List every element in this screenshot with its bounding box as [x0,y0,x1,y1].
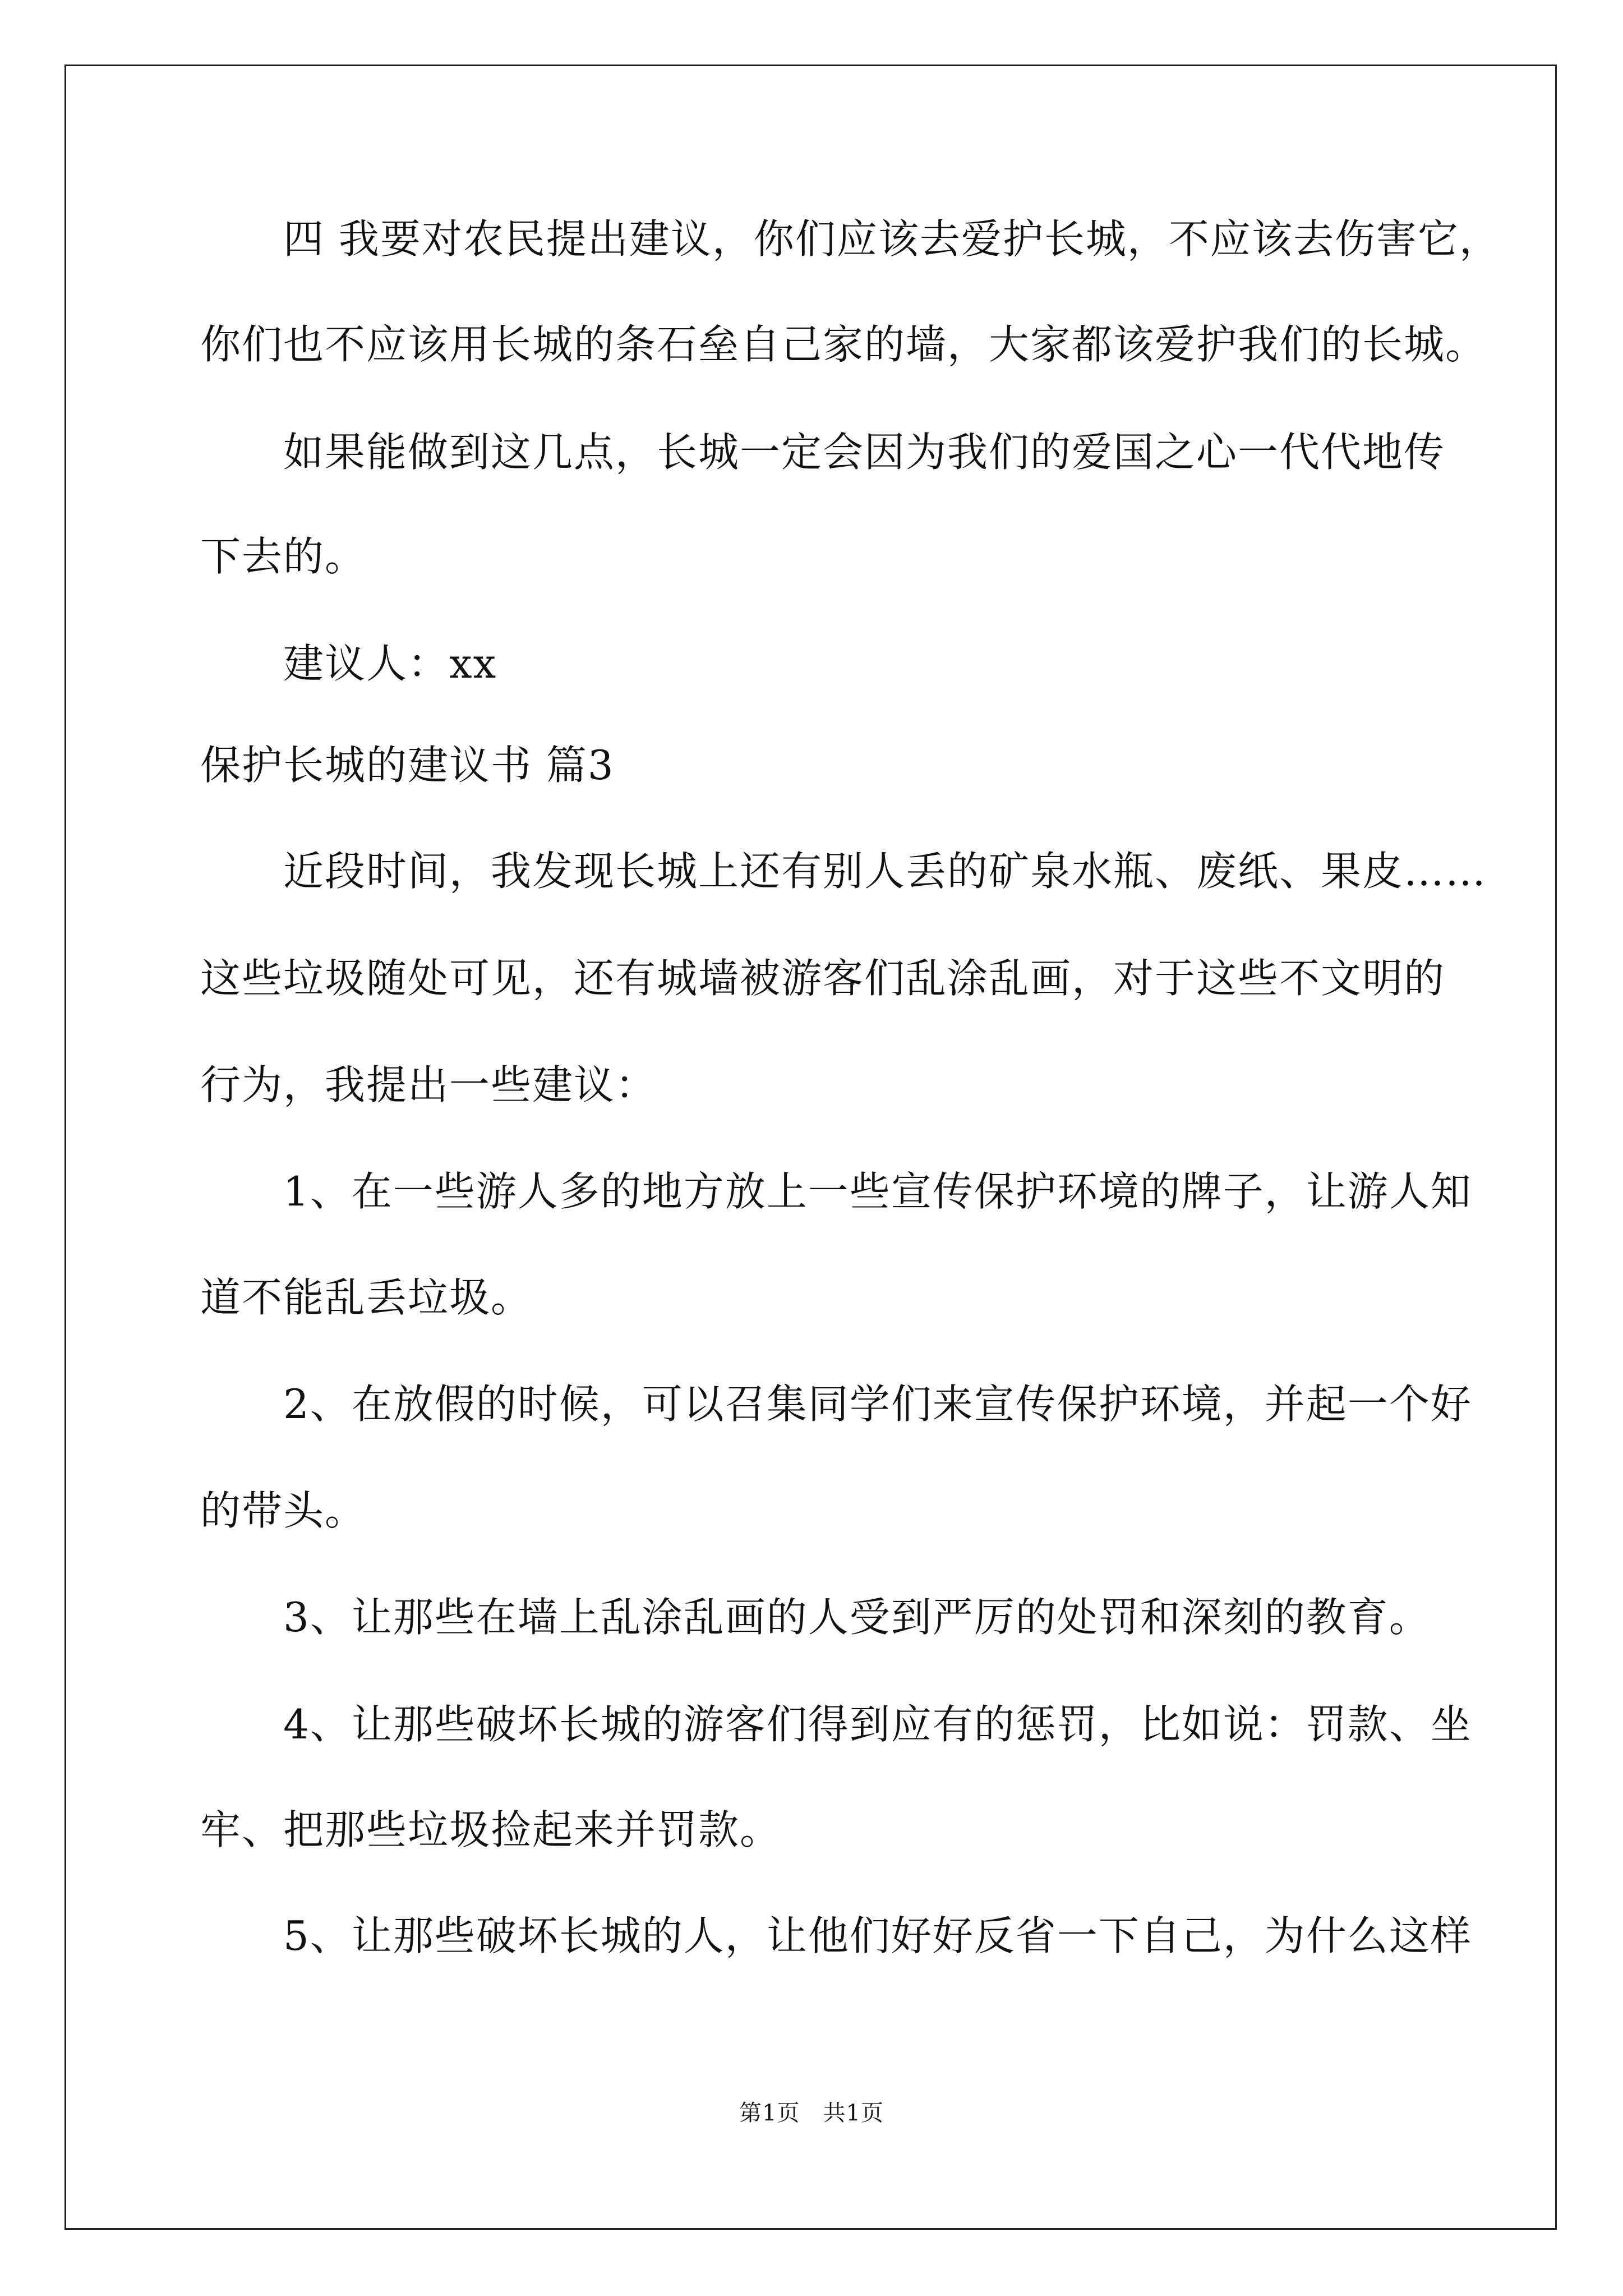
signature-line: 建议人：xx [283,640,497,687]
paragraph-line: 你们也不应该用长城的条石垒自己家的墙，大家都该爱护我们的长城。 [200,321,1487,368]
paragraph-line: 四 我要对农民提出建议，你们应该去爱护长城，不应该去伤害它， [283,215,1501,263]
list-item-line: 1、在一些游人多的地方放上一些宣传保护环境的牌子，让游人知 [283,1168,1472,1215]
list-item-line: 道不能乱丢垃圾。 [200,1274,533,1321]
page-border [64,65,1557,2230]
list-item-line: 5、让那些破坏长城的人，让他们好好反省一下自己，为什么这样 [283,1912,1472,1959]
list-item-line: 4、让那些破坏长城的游客们得到应有的惩罚，比如说：罚款、坐 [283,1701,1472,1748]
paragraph-line: 如果能做到这几点，长城一定会因为我们的爱国之心一代代地传 [283,429,1446,476]
page-number-footer: 第1页 共1页 [739,2100,884,2126]
paragraph-line: 这些垃圾随处可见，还有城墙被游客们乱涂乱画，对于这些不文明的 [200,955,1446,1002]
list-item-line: 2、在放假的时候，可以召集同学们来宣传保护环境，并起一个好 [283,1381,1472,1428]
section-heading: 保护长城的建议书 篇3 [200,742,615,789]
list-item-line: 3、让那些在墙上乱涂乱画的人受到严厉的处罚和深刻的教育。 [283,1594,1431,1641]
paragraph-line: 近段时间，我发现长城上还有别人丢的矿泉水瓶、废纸、果皮…… [283,848,1487,895]
paragraph-line: 下去的。 [200,533,367,580]
list-item-line: 的带头。 [200,1487,367,1534]
paragraph-line: 行为，我提出一些建议： [200,1061,657,1108]
list-item-line: 牢、把那些垃圾捡起来并罚款。 [200,1806,782,1853]
